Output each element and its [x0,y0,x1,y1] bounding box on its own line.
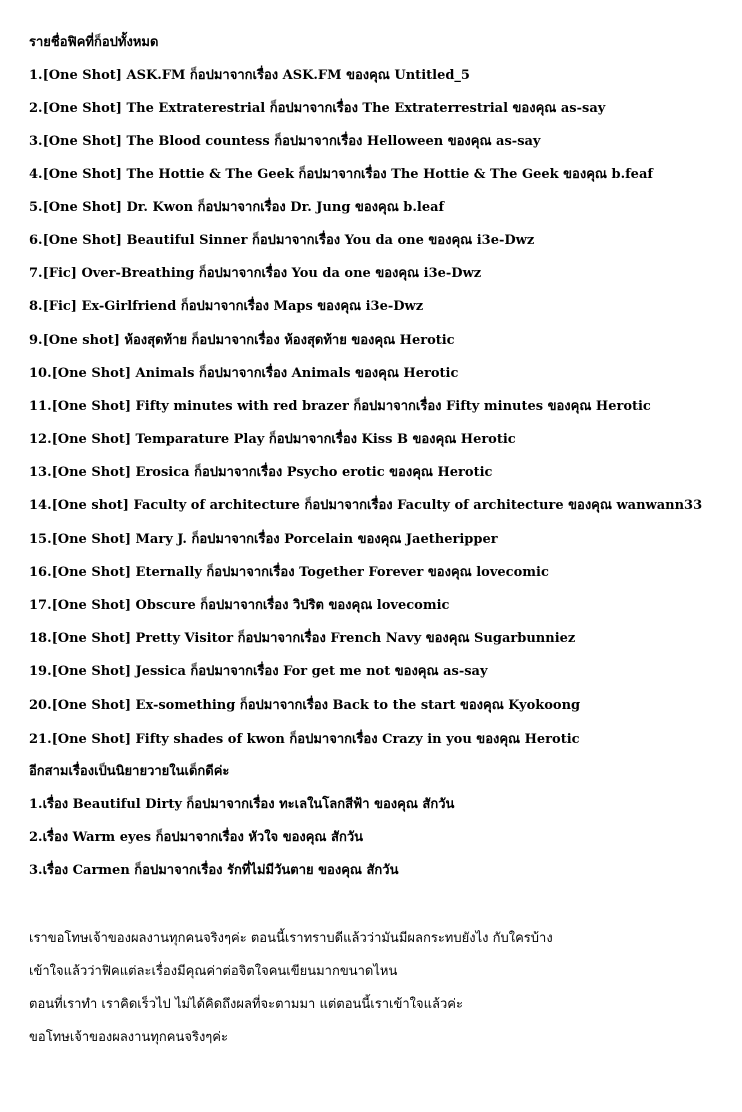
fic-item: 8.[Fic] Ex-Girlfriend ก็อปมาจากเรื่อง Maps ของคุณ i3e-Dwz [29,299,424,314]
fic-item: 18.[One Shot] Pretty Visitor ก็อปมาจากเรื่อง French Navy ของคุณ Sugarbunniez [29,631,576,646]
fic-item: 5.[One Shot] Dr. Kwon ก็อปมาจากเรื่อง Dr. Jung ของคุณ b.leaf [29,200,445,215]
novels-heading: อีกสามเรื่องเป็นนิยายวายในเด็กดีค่ะ [29,764,230,779]
fic-item: 3.[One Shot] The Blood countess ก็อปมาจากเรื่อง Helloween ของคุณ as-say [29,134,541,149]
fic-item: 17.[One Shot] Obscure ก็อปมาจากเรื่อง วิปริต ของคุณ lovecomic [29,598,450,613]
fic-item: 1.[One Shot] ASK.FM ก็อปมาจากเรื่อง ASK.FM ของคุณ Untitled_5 [29,68,470,83]
fic-item: 12.[One Shot] Temparature Play ก็อปมาจากเรื่อง Kiss B ของคุณ Herotic [29,432,516,447]
fic-item: 15.[One Shot] Mary J. ก็อปมาจากเรื่อง Porcelain ของคุณ Jaetheripper [29,532,498,547]
novel-item: 2.เรื่อง Warm eyes ก็อปมาจากเรื่อง หัวใจ ของคุณ สักวัน [29,830,364,845]
fic-item: 6.[One Shot] Beautiful Sinner ก็อปมาจากเรื่อง You da one ของคุณ i3e-Dwz [29,233,535,248]
page-heading: รายชื่อฟิคที่ก็อปทั้งหมด [29,35,159,50]
fic-item: 11.[One Shot] Fifty minutes with red brazer ก็อปมาจากเรื่อง Fifty minutes ของคุณ Herotic [29,399,651,414]
apology-line: ขอโทษเจ้าของผลงานทุกคนจริงๆค่ะ [29,1030,228,1045]
apology-line: เข้าใจแล้วว่าฟิคแต่ละเรื่องมีคุณค่าต่อจิตใจคนเขียนมากขนาดไหน [29,964,398,979]
fic-item: 9.[One shot] ห้องสุดท้าย ก็อปมาจากเรื่อง ห้องสุดท้าย ของคุณ Herotic [29,333,455,348]
apology-line: ตอนที่เราทำ เราคิดเร็วไป ไม่ได้คิดถึงผลที่จะตามมา แต่ตอนนี้เราเข้าใจแล้วค่ะ [29,997,463,1012]
fic-item: 2.[One Shot] The Extraterestrial ก็อปมาจากเรื่อง The Extraterrestrial ของคุณ as-say [29,101,606,116]
fic-item: 14.[One shot] Faculty of architecture ก็อปมาจากเรื่อง Faculty of architecture ของคุณ wanwann33 [29,498,703,513]
novel-item: 3.เรื่อง Carmen ก็อปมาจากเรื่อง รักที่ไม่มีวันตาย ของคุณ สักวัน [29,863,399,878]
fic-item: 19.[One Shot] Jessica ก็อปมาจากเรื่อง For get me not ของคุณ as-say [29,664,488,679]
fic-item: 21.[One Shot] Fifty shades of kwon ก็อปมาจากเรื่อง Crazy in you ของคุณ Herotic [29,732,580,747]
fic-item: 4.[One Shot] The Hottie & The Geek ก็อปมาจากเรื่อง The Hottie & The Geek ของคุณ b.feaf [29,167,653,182]
fic-item: 20.[One Shot] Ex-something ก็อปมาจากเรื่อง Back to the start ของคุณ Kyokoong [29,698,581,713]
fic-item: 16.[One Shot] Eternally ก็อปมาจากเรื่อง Together Forever ของคุณ lovecomic [29,565,549,580]
apology-line: เราขอโทษเจ้าของผลงานทุกคนจริงๆค่ะ ตอนนี้เราทราบดีแล้วว่ามันมีผลกระทบยังไง กับใครบ้าง [29,931,553,946]
fic-item: 7.[Fic] Over-Breathing ก็อปมาจากเรื่อง You da one ของคุณ i3e-Dwz [29,266,482,281]
fic-item: 10.[One Shot] Animals ก็อปมาจากเรื่อง Animals ของคุณ Herotic [29,366,459,381]
fic-item: 13.[One Shot] Erosica ก็อปมาจากเรื่อง Psycho erotic ของคุณ Herotic [29,465,493,480]
novel-item: 1.เรื่อง Beautiful Dirty ก็อปมาจากเรื่อง ทะเลในโลกสีฟ้า ของคุณ สักวัน [29,797,455,812]
